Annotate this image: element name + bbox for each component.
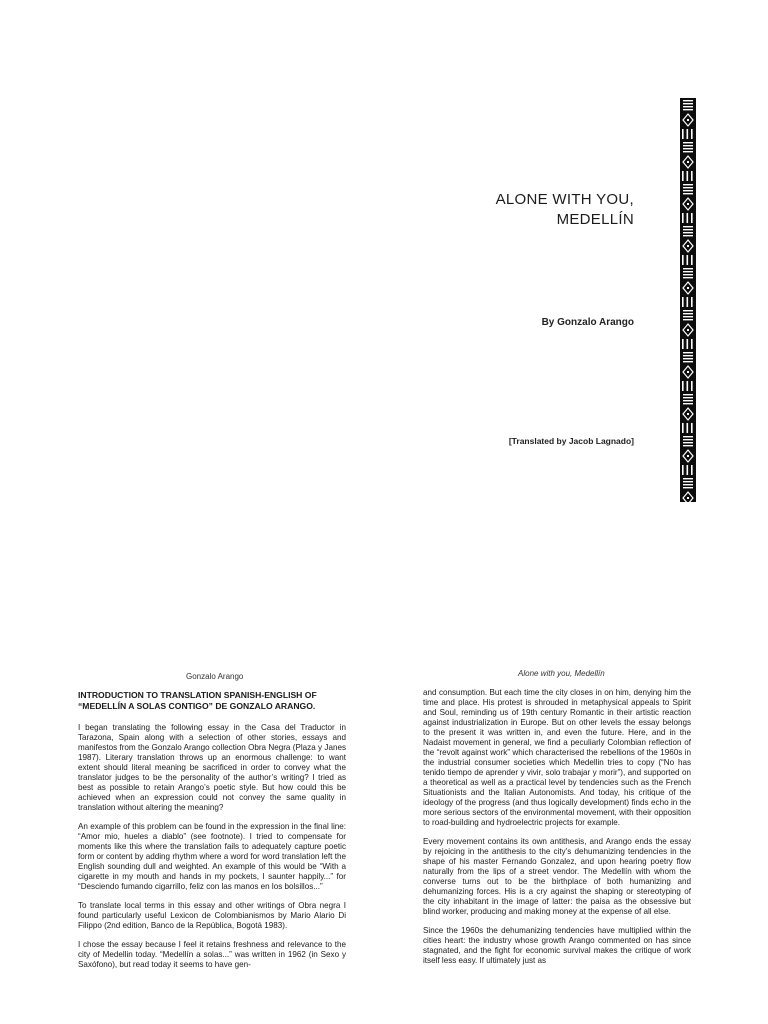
left-column — [78, 690, 346, 979]
ornament-pattern — [680, 98, 696, 502]
paragraph: I chose the essay because I feel it retains freshness and relevance to the city of Medellin today. “Medellín a solas...” was written in 1962 (in Sexo y Saxófono), but read today it seems to have gen- — [78, 940, 346, 969]
translator-credit: [Translated by Jacob Lagnado] — [508, 436, 634, 446]
paragraph: and consumption. But each time the city closes in on him, denying him the time and place. His protest is shrouded in metaphysical appeals to Spirit and Soul, reminding us of 19th century Romantic in their artistic reaction against industrialization in Europe. But on other levels the essay belongs to the present it was written in, and even the future. Here, and in the Nadaist movement in general, we find a peculiarly Colombian reflection of the “revolt against work” which characterised the rebellions of the 1960s in the industrial consumer societies which Medellin tries to copy (“No has tenido tiempo de aprender y vivir, solo trabajar y morir”), and supported on a theoretical as well as a practical level by tendencies such as the French Situationists and the Italian Autonomists. And today, his critique of the ideology of the progress (and thus logically development) finds echo in the more serious sectors of the environmental movement, with their opposition to road-building and hydroelectric projects for example. — [423, 688, 691, 827]
right-column — [423, 688, 691, 975]
paragraph: To translate local terms in this essay and other writings of Obra negra I found particularly useful Lexicon de Colombianismos by Mario Alario Di Filippo (2nd edition, Banco de la República, Bogotá 1983). — [78, 901, 346, 930]
title-line-2: MEDELLÍN — [556, 211, 634, 228]
running-head-left: Gonzalo Arango — [186, 672, 244, 681]
intro-heading: INTRODUCTION TO TRANSLATION SPANISH-ENGLISH OF “MEDELLÍN A SOLAS CONTIGO” DE GONZALO ARANGO. — [78, 690, 317, 711]
paragraph: Since the 1960s the dehumanizing tendencies have multiplied within the cities heart: the industry whose growth Arango commented on has since stagnated, and the fight for economic survival makes the critique of work itself less easy. If ultimately just as — [423, 926, 691, 965]
paragraph: Every movement contains its own antithesis, and Arango ends the essay by rejoicing in the antithesis to the city’s dehumanizing tendencies in the shape of his master Fernando Gonzalez, and upon hearing poetry flow naturally from the lips of a street vendor. The Medellín with whom the converse turns out to be the birthplace of both humanizing and dehumanizing forces. His is a cry against the shaping or stereotyping of the city inhabitant in the image of latter: the paisa as the obsessive but blind worker, producing and making money at the expense of all else. — [423, 837, 691, 916]
paragraph: I began translating the following essay in the Casa del Traductor in Tarazona, Spain along with a selection of other stories, essays and manifestos from the Gonzalo Arango collection Obra Negra (Plaza y Janes 1987). Literary translation throws up an enormous challenge: to want extent should literal meaning be sacrificed in order to convey what the translator judges to be the personality of the author’s writing? I tried as best as possible to retain Arango’s poetic style. But how could this be achieved when an expression could not convey the same quality in translation without altering the meaning? — [78, 723, 346, 812]
title-line-1: ALONE WITH YOU, — [495, 191, 634, 208]
running-head-right: Alone with you, Medellín — [518, 669, 605, 678]
decorative-border-band — [680, 98, 696, 502]
paragraph: An example of this problem can be found in the expression in the final line: “Amor mio, hueles a diablo” (see footnote). I tried to compensate for moments like this where the translation fails to adequately capture poetic form or content by adding rhythm where a word for word translation left the English sounding dull and weighted. An example of this would be “With a cigarette in my mouth and hands in my pockets, I saunter happily...” for “Desciendo fumando cigarrillo, feliz con las manos en los bolsillos...” — [78, 822, 346, 891]
article-title — [496, 190, 634, 230]
author-byline: By Gonzalo Arango — [541, 317, 634, 328]
